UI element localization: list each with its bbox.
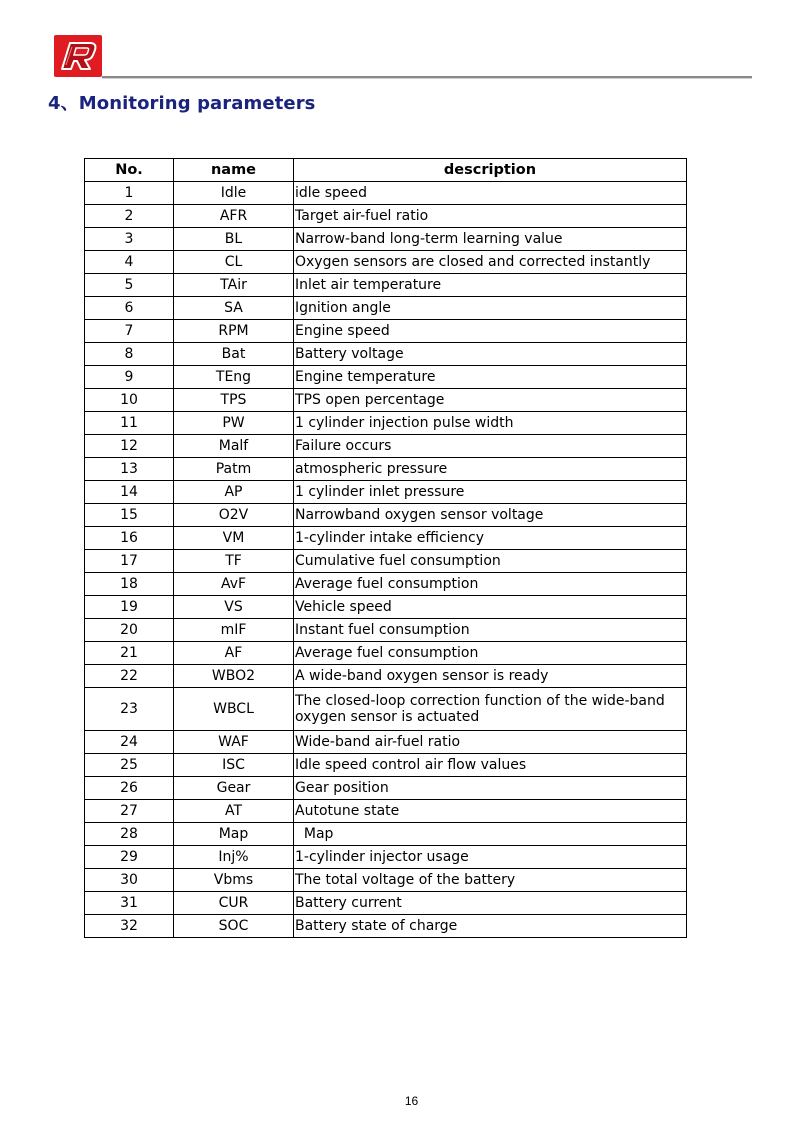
row-description-cell: Idle speed control air flow values [294, 754, 687, 777]
row-number-cell: 25 [85, 754, 174, 777]
row-name-cell: SOC [174, 915, 294, 938]
table-row [85, 366, 687, 389]
row-name-cell: mIF [174, 619, 294, 642]
row-description-cell: The closed-loop correction function of the wide-band oxygen sensor is actuated [294, 688, 687, 731]
row-number-cell: 29 [85, 846, 174, 869]
row-name-cell: VM [174, 527, 294, 550]
row-name-cell: Gear [174, 777, 294, 800]
row-name-cell: TPS [174, 389, 294, 412]
table-row [85, 892, 687, 915]
row-description-cell: Oxygen sensors are closed and corrected instantly [294, 251, 687, 274]
row-description-cell: Inlet air temperature [294, 274, 687, 297]
page-number: 16 [404, 1094, 419, 1108]
table-row [85, 435, 687, 458]
row-description-cell: The total voltage of the battery [294, 869, 687, 892]
row-name-cell: AP [174, 481, 294, 504]
row-name-cell: RPM [174, 320, 294, 343]
row-number-cell: 32 [85, 915, 174, 938]
table-row [85, 688, 687, 731]
row-name-cell: AFR [174, 205, 294, 228]
row-name-cell: Patm [174, 458, 294, 481]
row-description-cell: Battery state of charge [294, 915, 687, 938]
row-number-cell: 4 [85, 251, 174, 274]
table-row [85, 754, 687, 777]
table-row [85, 458, 687, 481]
row-name-cell: PW [174, 412, 294, 435]
row-number-cell: 19 [85, 596, 174, 619]
table-row [85, 412, 687, 435]
column-header-no: No. [85, 159, 174, 182]
row-number-cell: 27 [85, 800, 174, 823]
table-row [85, 777, 687, 800]
row-number-cell: 15 [85, 504, 174, 527]
table-row [85, 573, 687, 596]
row-description-cell: Battery current [294, 892, 687, 915]
row-name-cell: CL [174, 251, 294, 274]
table-header-row [85, 159, 687, 182]
row-number-cell: 23 [85, 688, 174, 731]
table-row [85, 343, 687, 366]
column-header-name: name [174, 159, 294, 182]
table-row [85, 228, 687, 251]
row-description-cell: Wide-band air-fuel ratio [294, 731, 687, 754]
row-description-cell: Ignition angle [294, 297, 687, 320]
row-description-cell: Average fuel consumption [294, 573, 687, 596]
row-number-cell: 1 [85, 182, 174, 205]
table-row [85, 596, 687, 619]
table-row [85, 274, 687, 297]
section-title: 4、Monitoring parameters [48, 93, 316, 114]
row-number-cell: 26 [85, 777, 174, 800]
row-number-cell: 21 [85, 642, 174, 665]
row-name-cell: TF [174, 550, 294, 573]
table-row [85, 205, 687, 228]
table-row [85, 481, 687, 504]
row-description-cell: Autotune state [294, 800, 687, 823]
row-number-cell: 8 [85, 343, 174, 366]
row-description-cell: Map [294, 823, 687, 846]
row-number-cell: 17 [85, 550, 174, 573]
row-description-cell: Narrowband oxygen sensor voltage [294, 504, 687, 527]
row-description-cell: Target air-fuel ratio [294, 205, 687, 228]
row-description-cell: 1-cylinder injector usage [294, 846, 687, 869]
column-header-description: description [294, 159, 687, 182]
row-name-cell: Inj% [174, 846, 294, 869]
row-number-cell: 20 [85, 619, 174, 642]
row-number-cell: 10 [85, 389, 174, 412]
row-description-cell: Narrow-band long-term learning value [294, 228, 687, 251]
row-number-cell: 31 [85, 892, 174, 915]
row-name-cell: TAir [174, 274, 294, 297]
row-description-cell: Engine speed [294, 320, 687, 343]
row-name-cell: Vbms [174, 869, 294, 892]
row-description-cell: Vehicle speed [294, 596, 687, 619]
table-row [85, 504, 687, 527]
row-description-cell: Engine temperature [294, 366, 687, 389]
table-row [85, 182, 687, 205]
row-name-cell: AT [174, 800, 294, 823]
row-number-cell: 6 [85, 297, 174, 320]
table-row [85, 665, 687, 688]
row-description-cell: 1 cylinder injection pulse width [294, 412, 687, 435]
table-row [85, 619, 687, 642]
row-number-cell: 16 [85, 527, 174, 550]
table-row [85, 800, 687, 823]
row-description-cell: Gear position [294, 777, 687, 800]
row-description-cell: 1-cylinder intake efficiency [294, 527, 687, 550]
row-name-cell: ISC [174, 754, 294, 777]
table-row [85, 642, 687, 665]
row-description-cell: atmospheric pressure [294, 458, 687, 481]
row-name-cell: WBCL [174, 688, 294, 731]
row-description-cell: TPS open percentage [294, 389, 687, 412]
header-rule [102, 76, 752, 79]
row-number-cell: 18 [85, 573, 174, 596]
row-name-cell: AF [174, 642, 294, 665]
row-number-cell: 14 [85, 481, 174, 504]
row-name-cell: AvF [174, 573, 294, 596]
monitoring-parameters-table [84, 158, 687, 938]
row-number-cell: 12 [85, 435, 174, 458]
row-number-cell: 22 [85, 665, 174, 688]
row-name-cell: Map [174, 823, 294, 846]
table-row [85, 915, 687, 938]
row-name-cell: WBO2 [174, 665, 294, 688]
row-number-cell: 13 [85, 458, 174, 481]
row-description-cell: Cumulative fuel consumption [294, 550, 687, 573]
row-description-cell: Battery voltage [294, 343, 687, 366]
row-name-cell: Idle [174, 182, 294, 205]
row-name-cell: CUR [174, 892, 294, 915]
table-row [85, 823, 687, 846]
row-number-cell: 30 [85, 869, 174, 892]
row-name-cell: Bat [174, 343, 294, 366]
table-row [85, 320, 687, 343]
row-description-cell: Instant fuel consumption [294, 619, 687, 642]
row-name-cell: BL [174, 228, 294, 251]
row-number-cell: 2 [85, 205, 174, 228]
row-description-cell: Failure occurs [294, 435, 687, 458]
table-row [85, 869, 687, 892]
row-description-cell: idle speed [294, 182, 687, 205]
table-row [85, 550, 687, 573]
table-row [85, 846, 687, 869]
row-name-cell: WAF [174, 731, 294, 754]
row-number-cell: 7 [85, 320, 174, 343]
row-description-cell: Average fuel consumption [294, 642, 687, 665]
row-name-cell: Malf [174, 435, 294, 458]
table-row [85, 389, 687, 412]
row-number-cell: 9 [85, 366, 174, 389]
row-description-cell: A wide-band oxygen sensor is ready [294, 665, 687, 688]
table-row [85, 297, 687, 320]
racing-r-logo-icon [54, 35, 102, 77]
row-name-cell: VS [174, 596, 294, 619]
row-name-cell: O2V [174, 504, 294, 527]
row-number-cell: 3 [85, 228, 174, 251]
row-number-cell: 5 [85, 274, 174, 297]
table-row [85, 527, 687, 550]
table-row [85, 251, 687, 274]
row-number-cell: 28 [85, 823, 174, 846]
table-row [85, 731, 687, 754]
row-name-cell: SA [174, 297, 294, 320]
row-name-cell: TEng [174, 366, 294, 389]
brand-logo [54, 35, 102, 77]
row-number-cell: 11 [85, 412, 174, 435]
row-number-cell: 24 [85, 731, 174, 754]
row-description-cell: 1 cylinder inlet pressure [294, 481, 687, 504]
